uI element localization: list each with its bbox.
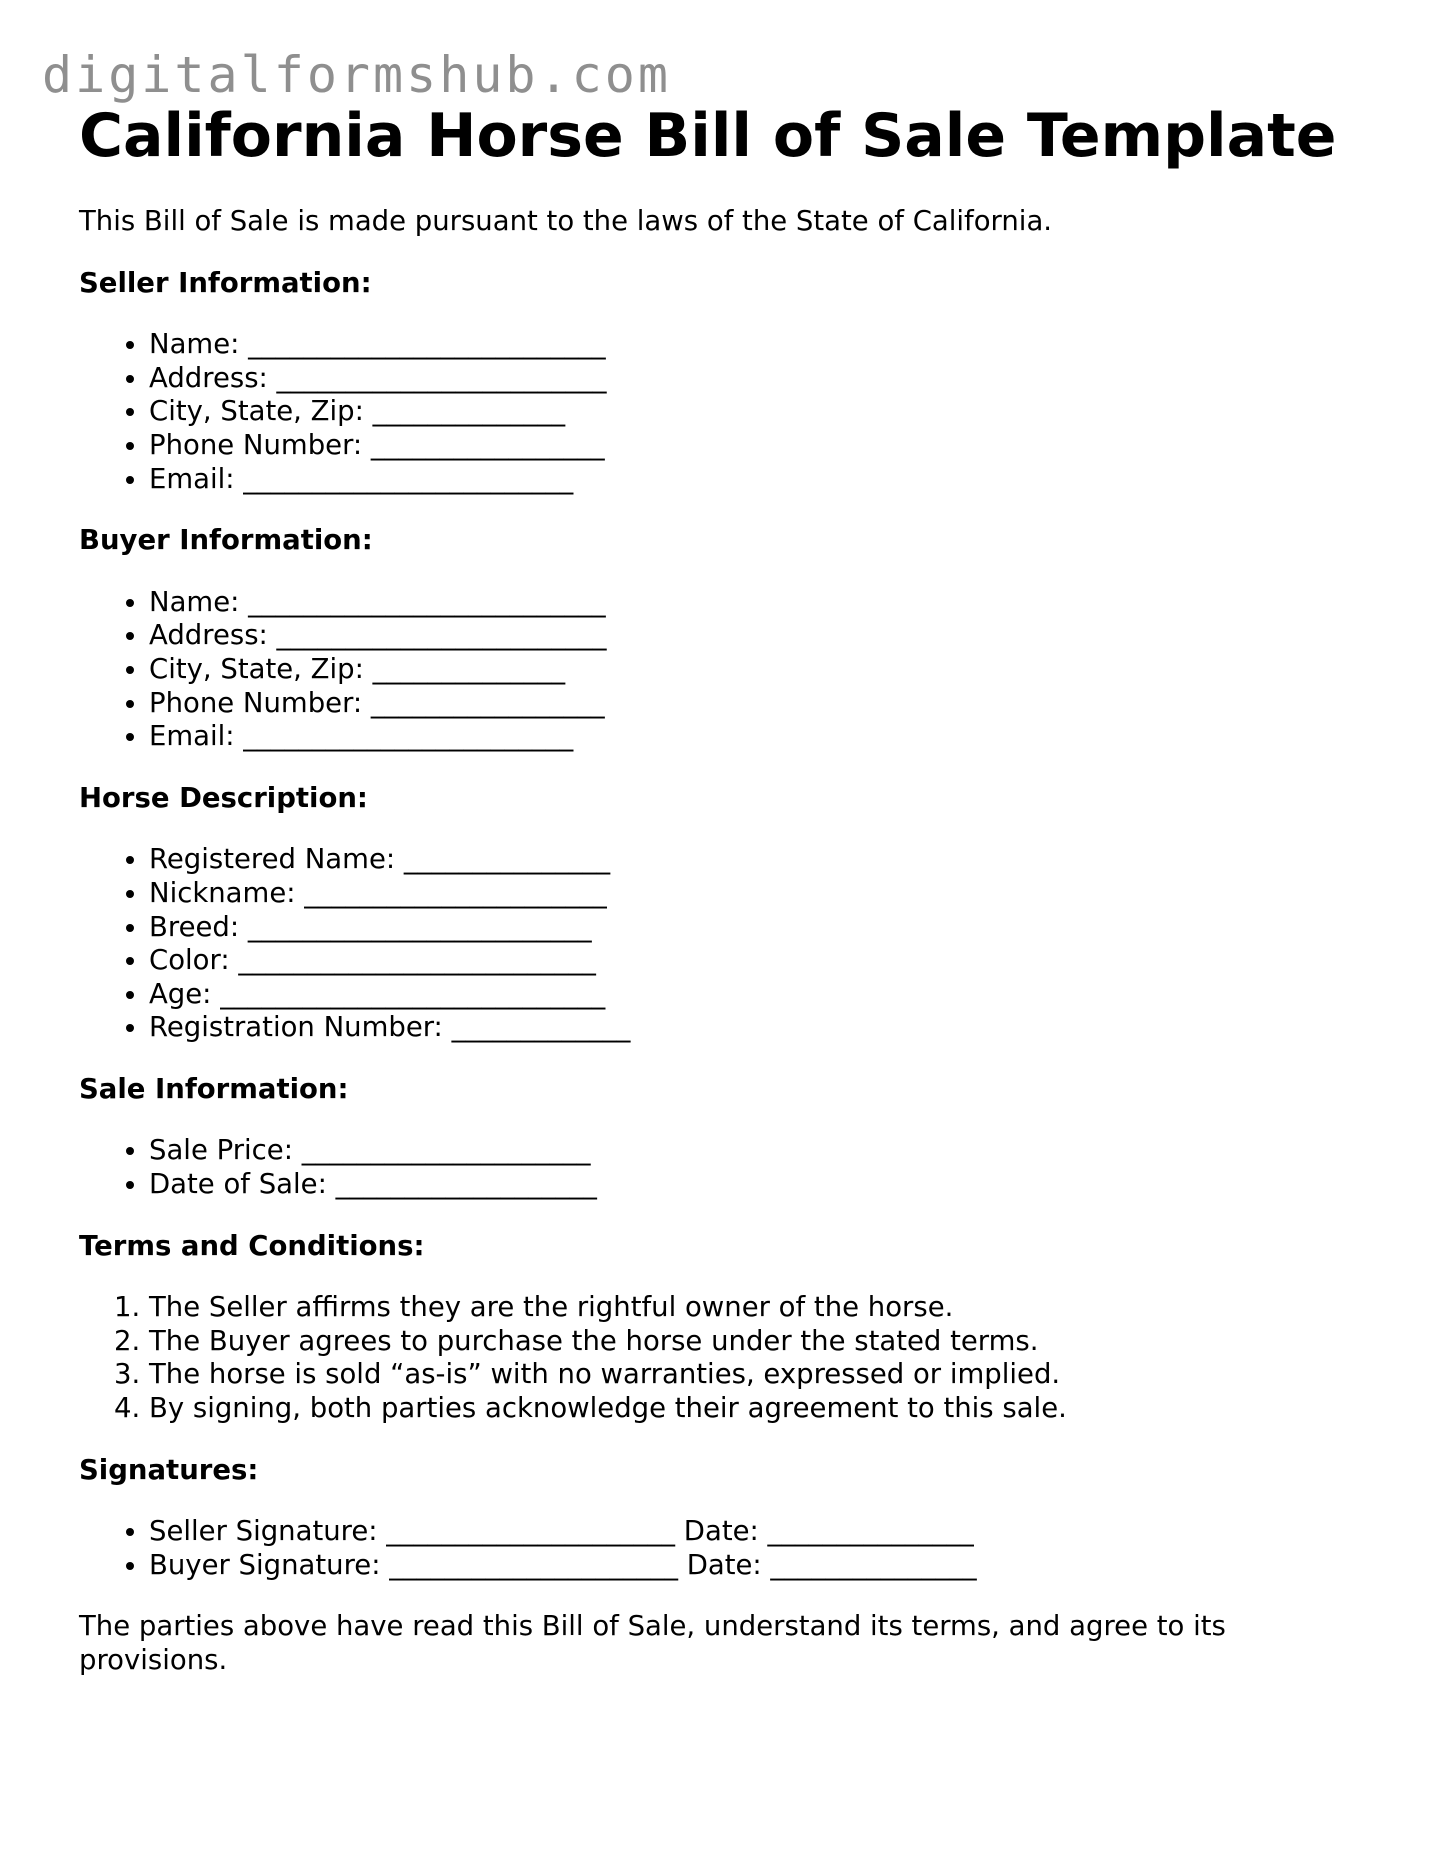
term-item: 2. The Buyer agrees to purchase the horse under the stated terms. [149,1325,1379,1359]
signatures-list [79,1515,1379,1582]
buyer-heading: Buyer Information: [79,524,373,557]
buyer-signature-line: • Buyer Signature: _____________________ Date: _______________ [149,1549,1379,1583]
sale-heading: Sale Information: [79,1072,349,1105]
term-item: 4. By signing, both parties acknowledge their agreement to this sale. [149,1392,1379,1426]
watermark: digitalformshub.com [42,46,671,104]
seller-phone-field: • Phone Number: _________________ [149,429,1379,463]
terms-list [79,1291,1379,1425]
signatures-heading: Signatures: [79,1453,259,1486]
sale-date-field: • Date of Sale: ___________________ [149,1168,1379,1202]
page-title: California Horse Bill of Sale Template [79,101,1337,171]
seller-email-field: • Email: ________________________ [149,463,1379,497]
horse-registered-name-field: • Registered Name: _______________ [149,843,1379,877]
horse-color-field: • Color: __________________________ [149,944,1379,978]
term-item: 3. The horse is sold “as-is” with no warranties, expressed or implied. [149,1358,1379,1392]
seller-list [79,328,1379,496]
seller-signature-line: • Seller Signature: _____________________ Date: _______________ [149,1515,1379,1549]
seller-city-state-zip-field: • City, State, Zip: ______________ [149,395,1379,429]
closing-text: The parties above have read this Bill of Sale, understand its terms, and agree to its provisions. [79,1610,1226,1676]
term-item: 1. The Seller affirms they are the rightful owner of the horse. [149,1291,1379,1325]
document-body [79,205,1379,1706]
buyer-phone-field: • Phone Number: _________________ [149,687,1379,721]
seller-name-field: • Name: __________________________ [149,328,1379,362]
sale-price-field: • Sale Price: _____________________ [149,1134,1379,1168]
buyer-city-state-zip-field: • City, State, Zip: ______________ [149,653,1379,687]
sale-list [79,1134,1379,1201]
horse-heading: Horse Description: [79,781,368,814]
terms-heading: Terms and Conditions: [79,1229,425,1262]
buyer-address-field: • Address: ________________________ [149,619,1379,653]
horse-list [79,843,1379,1045]
buyer-email-field: • Email: ________________________ [149,720,1379,754]
seller-heading: Seller Information: [79,266,372,299]
seller-address-field: • Address: ________________________ [149,362,1379,396]
horse-age-field: • Age: ____________________________ [149,978,1379,1012]
horse-nickname-field: • Nickname: ______________________ [149,877,1379,911]
horse-registration-number-field: • Registration Number: _____________ [149,1011,1379,1045]
buyer-list [79,586,1379,754]
buyer-name-field: • Name: __________________________ [149,586,1379,620]
intro-text: This Bill of Sale is made pursuant to the laws of the State of California. [79,205,1053,237]
horse-breed-field: • Breed: _________________________ [149,911,1379,945]
